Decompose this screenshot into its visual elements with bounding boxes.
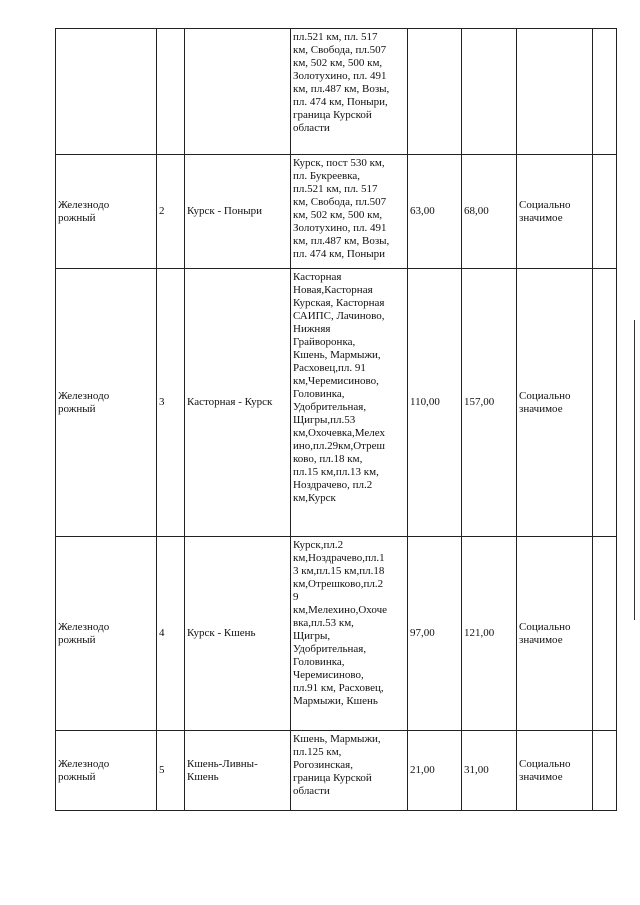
category-cell: Социально значимое — [517, 731, 593, 811]
distance-a-cell — [408, 29, 462, 155]
category-cell: Социально значимое — [517, 537, 593, 731]
transport-type-cell: Железнодо рожный — [56, 537, 157, 731]
route-name-cell — [185, 29, 291, 155]
category-cell: Социально значимое — [517, 155, 593, 269]
route-name-cell: Курск - Поныри — [185, 155, 291, 269]
transport-type-cell: Железнодо рожный — [56, 155, 157, 269]
empty-cell — [593, 731, 617, 811]
table-row — [56, 731, 617, 811]
distance-b-cell: 121,00 — [462, 537, 517, 731]
distance-b-cell: 31,00 — [462, 731, 517, 811]
distance-b-cell: 68,00 — [462, 155, 517, 269]
transport-type-cell: Железнодо рожный — [56, 269, 157, 537]
empty-cell — [593, 269, 617, 537]
route-name-cell: Кшень-Ливны- Кшень — [185, 731, 291, 811]
table-row — [56, 269, 617, 537]
route-stops-cell: Курск,пл.2 км,Ноздрачево,пл.1 3 км,пл.15 км,пл.18 км,Отрешково,пл.2 9 км,Мелехино,Охоче вка,пл.53 км, Щигры, Удобрительная, Головинка, Черемисиново, пл.91 км, Расховец, Мармыжи, Кшень — [291, 537, 408, 731]
route-stops-cell: Касторная Новая,Касторная Курская, Касторная САИПС, Лачиново, Нижняя Грайворонка, Кшень, Мармыжи, Расховец,пл. 91 км,Черемисиново, Головинка, Удобрительная, Щигры,пл.53 км,Охочевка,Мелех ино,пл.29км,Отреш ково, пл.18 км, пл.15 км,пл.13 км, Ноздрачево, пл.2 км,Курск — [291, 269, 408, 537]
route-name-cell: Касторная - Курск — [185, 269, 291, 537]
routes-table — [55, 28, 617, 811]
empty-cell — [593, 155, 617, 269]
route-number-cell: 5 — [157, 731, 185, 811]
distance-a-cell: 97,00 — [408, 537, 462, 731]
category-cell — [517, 29, 593, 155]
route-stops-cell: Курск, пост 530 км, пл. Букреевка, пл.521 км, пл. 517 км, Свобода, пл.507 км, 502 км, 500 км, Золотухино, пл. 491 км, пл.487 км, Возы, пл. 474 км, Поныри — [291, 155, 408, 269]
route-number-cell — [157, 29, 185, 155]
route-number-cell: 4 — [157, 537, 185, 731]
empty-cell — [593, 29, 617, 155]
route-stops-cell: Кшень, Мармыжи, пл.125 км, Рогозинская, граница Курской области — [291, 731, 408, 811]
route-stops-cell: пл.521 км, пл. 517 км, Свобода, пл.507 км, 502 км, 500 км, Золотухино, пл. 491 км, пл.487 км, Возы, пл. 474 км, Поныри, граница Курской области — [291, 29, 408, 155]
table-row — [56, 537, 617, 731]
transport-type-cell: Железнодо рожный — [56, 731, 157, 811]
distance-b-cell: 157,00 — [462, 269, 517, 537]
table-row — [56, 155, 617, 269]
distance-a-cell: 21,00 — [408, 731, 462, 811]
transport-type-cell — [56, 29, 157, 155]
distance-a-cell: 110,00 — [408, 269, 462, 537]
table-row — [56, 29, 617, 155]
page-edge-line — [634, 320, 640, 620]
distance-a-cell: 63,00 — [408, 155, 462, 269]
route-number-cell: 2 — [157, 155, 185, 269]
route-name-cell: Курск - Кшень — [185, 537, 291, 731]
distance-b-cell — [462, 29, 517, 155]
category-cell: Социально значимое — [517, 269, 593, 537]
route-number-cell: 3 — [157, 269, 185, 537]
empty-cell — [593, 537, 617, 731]
